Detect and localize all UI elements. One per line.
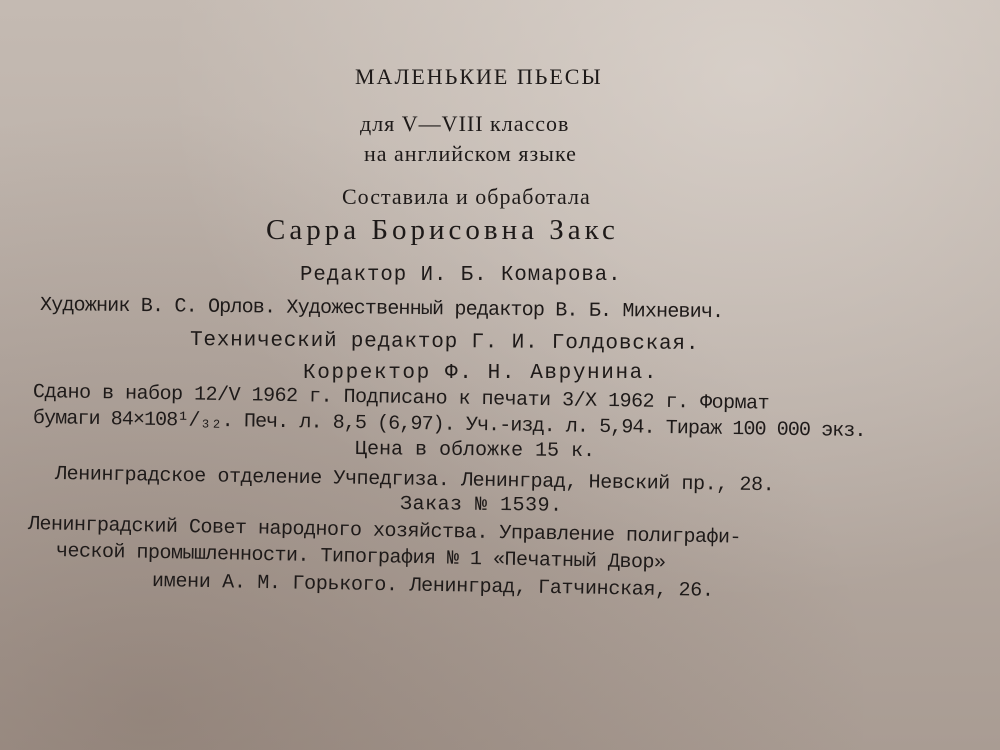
printer-line-1: Ленинградский Совет народного хозяйства. Управление полиграфи-: [27, 513, 742, 550]
subtitle-grades: для V—VIII классов: [360, 111, 570, 136]
book-title: МАЛЕНЬКИЕ ПЬЕСЫ: [355, 64, 603, 89]
compiled-by-label: Составила и обработала: [342, 184, 591, 209]
artist-line: Художник В. С. Орлов. Художественный редактор В. Б. Михневич.: [39, 294, 724, 325]
price-line: Цена в обложке 15 к.: [354, 438, 596, 464]
editor-line: Редактор И. Б. Комарова.: [300, 264, 622, 287]
subtitle-language: на английском языке: [364, 141, 577, 166]
imprint-line-2: бумаги 84×108¹/₃₂. Печ. л. 8,5 (6,97). Уч.-изд. л. 5,94. Тираж 100 000 экз.: [32, 407, 866, 444]
imprint-line-1: Сдано в набор 12/V 1962 г. Подписано к печати 3/X 1962 г. Формат: [32, 381, 770, 416]
corrector-line: Корректор Ф. Н. Аврунина.: [303, 362, 659, 385]
printer-line-3: имени А. М. Горького. Ленинград, Гатчинская, 26.: [151, 570, 714, 603]
order-line: Заказ № 1539.: [399, 493, 563, 518]
author-name: Сарра Борисовна Закс: [266, 214, 619, 246]
tech-editor-line: Технический редактор Г. И. Голдовская.: [189, 329, 700, 356]
printer-line-2: ческой промышленности. Типография № 1 «Печатный Двор»: [55, 540, 666, 575]
publisher-line: Ленинградское отделение Учпедгиза. Ленинград, Невский пр., 28.: [54, 463, 775, 498]
